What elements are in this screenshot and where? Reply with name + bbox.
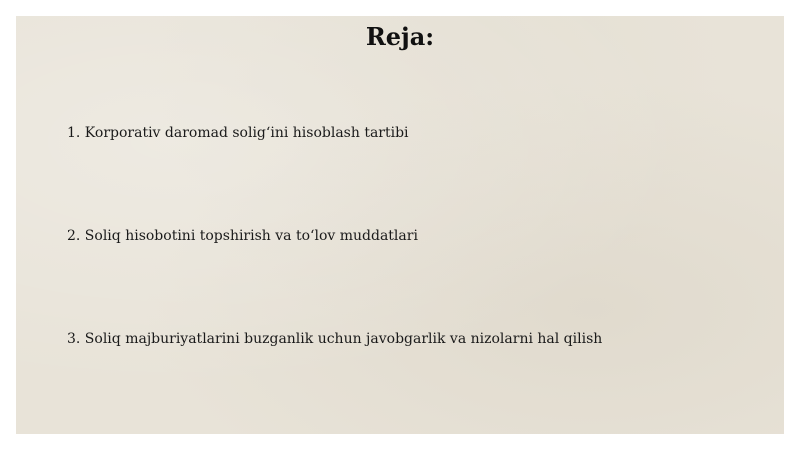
slide-title: Reja: [365,22,435,51]
plan-item-2: 2. Soliq hisobotini topshirish va to‘lov muddatlari [67,228,418,244]
plan-item-3: 3. Soliq majburiyatlarini buzganlik uchun javobgarlik va nizolarni hal qilish [67,331,603,347]
slide [16,16,784,434]
plan-item-1: 1. Korporativ daromad solig‘ini hisoblash tartibi [67,125,409,141]
